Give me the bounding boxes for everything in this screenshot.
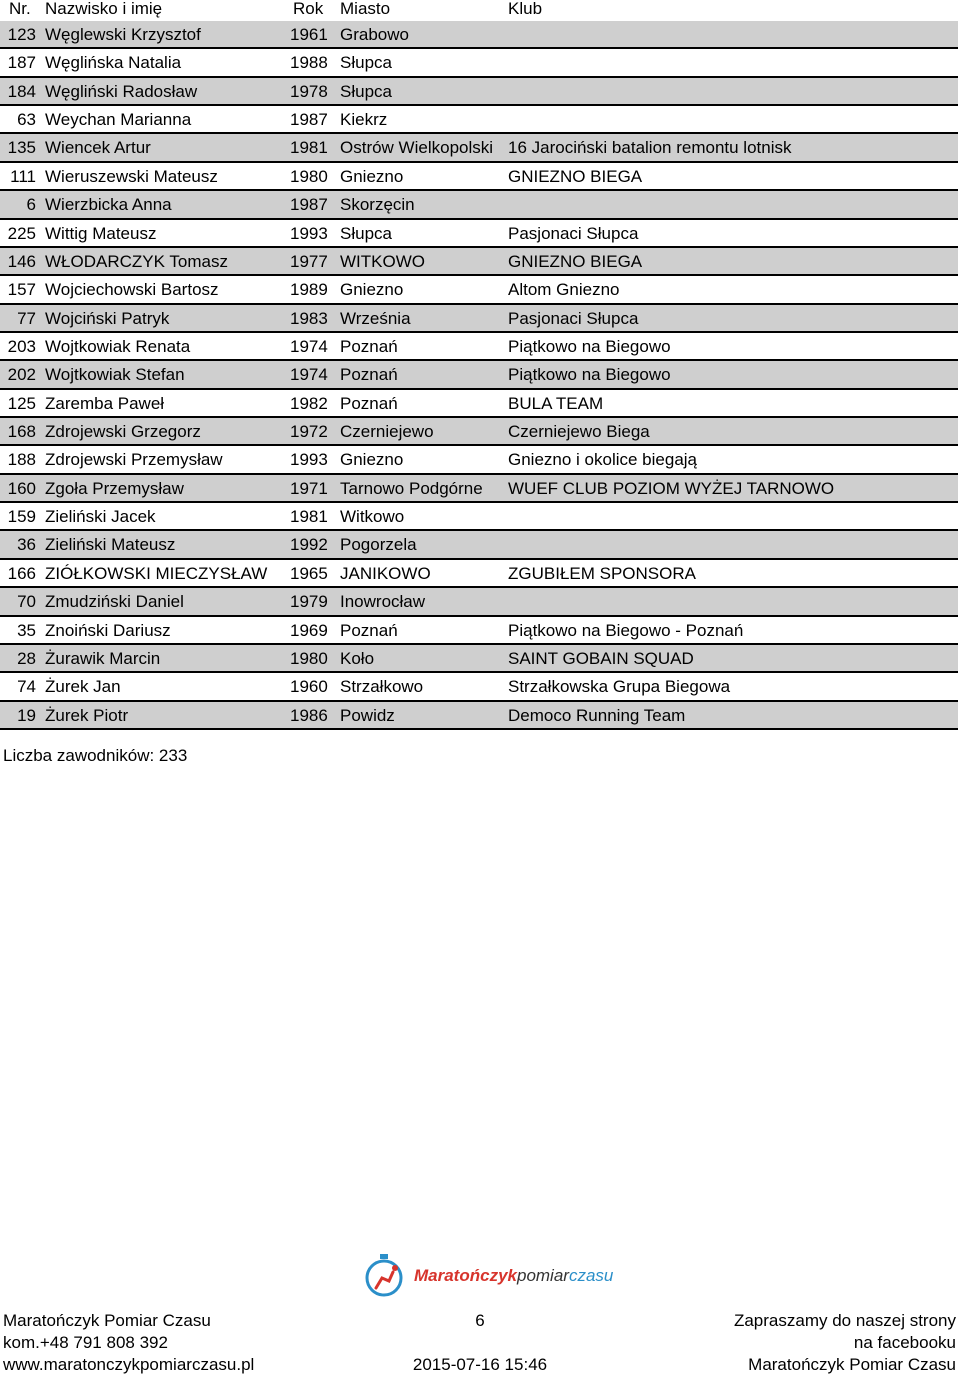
cell-club: Strzałkowska Grupa Biegowa	[508, 677, 731, 697]
cell-name: Zaremba Paweł	[45, 393, 165, 413]
footer-invite: Zapraszamy do naszej strony	[733, 1311, 956, 1330]
table-row	[0, 220, 958, 248]
cell-city: Gniezno	[340, 450, 404, 470]
cell-nr: 125	[7, 393, 36, 413]
cell-club: BULA TEAM	[508, 393, 604, 413]
cell-name: Wierzbicka Anna	[45, 195, 172, 215]
table-row	[0, 531, 958, 559]
cell-city: Koło	[340, 648, 375, 668]
header-rok: Rok	[293, 0, 324, 18]
table-row	[0, 702, 958, 730]
cell-name: Zmudziński Daniel	[45, 592, 184, 612]
cell-nr: 159	[7, 507, 36, 527]
cell-city: Powidz	[340, 705, 395, 725]
cell-nr: 202	[7, 365, 36, 385]
cell-nr: 166	[7, 563, 36, 583]
cell-club: Democo Running Team	[508, 705, 686, 725]
table-row	[0, 588, 958, 616]
cell-city: Gniezno	[340, 280, 404, 300]
cell-city: Witkowo	[340, 507, 405, 527]
cell-nr: 225	[7, 223, 36, 243]
table-header	[0, 0, 958, 23]
cell-city: Skorzęcin	[340, 195, 415, 215]
cell-club: Gniezno i okolice biegają	[508, 450, 698, 470]
footer-company-right: Maratończyk Pomiar Czasu	[748, 1355, 956, 1374]
cell-nr: 184	[7, 81, 36, 101]
cell-rok: 1980	[290, 648, 328, 668]
table-row	[0, 134, 958, 162]
header-club: Klub	[508, 0, 543, 18]
cell-club: GNIEZNO BIEGA	[508, 251, 643, 271]
cell-rok: 1979	[290, 592, 328, 612]
logo	[362, 1248, 612, 1300]
cell-nr: 135	[7, 138, 36, 158]
header-name: Nazwisko i imię	[45, 0, 163, 18]
table-row	[0, 617, 958, 645]
cell-club: Czerniejewo Biega	[508, 422, 650, 442]
cell-rok: 1974	[290, 365, 328, 385]
table-row	[0, 163, 958, 191]
cell-club: Pasjonaci Słupca	[508, 308, 639, 328]
cell-nr: 77	[17, 308, 36, 328]
cell-city: Ostrów Wielkopolski	[340, 138, 494, 158]
cell-name: Węgliński Radosław	[45, 81, 198, 101]
footer-phone: kom.+48 791 808 392	[3, 1333, 168, 1352]
cell-rok: 1986	[290, 705, 328, 725]
cell-city: Kiekrz	[340, 110, 388, 130]
cell-nr: 188	[7, 450, 36, 470]
stopwatch-runner-icon	[362, 1248, 414, 1300]
cell-rok: 1961	[290, 25, 328, 44]
cell-rok: 1993	[290, 450, 328, 470]
cell-name: Węglewski Krzysztof	[45, 25, 201, 44]
cell-nr: 74	[17, 677, 36, 697]
cell-rok: 1980	[290, 166, 328, 186]
table-row	[0, 106, 958, 134]
results-table	[0, 21, 958, 730]
cell-name: ZIÓŁKOWSKI MIECZYSŁAW	[45, 563, 268, 583]
cell-nr: 70	[17, 592, 36, 612]
cell-name: Wojtkowiak Renata	[45, 336, 191, 356]
cell-city: Poznań	[340, 336, 398, 356]
cell-name: Węglińska Natalia	[45, 53, 182, 73]
cell-name: WŁODARCZYK Tomasz	[45, 251, 228, 271]
footer-datetime: 2015-07-16 15:46	[412, 1355, 548, 1374]
cell-city: Inowrocław	[340, 592, 426, 612]
cell-rok: 1987	[290, 110, 328, 130]
table-row	[0, 673, 958, 701]
table-row	[0, 361, 958, 389]
cell-name: Wiencek Artur	[45, 138, 151, 158]
cell-club: Piątkowo na Biegowo	[508, 336, 671, 356]
cell-nr: 168	[7, 422, 36, 442]
cell-name: Wieruszewski Mateusz	[45, 166, 218, 186]
cell-city: Poznań	[340, 393, 398, 413]
cell-name: Zieliński Jacek	[45, 507, 156, 527]
cell-name: Wojtkowiak Stefan	[45, 365, 185, 385]
cell-city: Słupca	[340, 223, 392, 243]
cell-nr: 28	[17, 648, 36, 668]
footer-company: Maratończyk Pomiar Czasu	[3, 1311, 211, 1330]
cell-name: Wittig Mateusz	[45, 223, 157, 243]
cell-nr: 123	[7, 25, 36, 44]
cell-nr: 187	[7, 53, 36, 73]
cell-rok: 1981	[290, 138, 328, 158]
table-row	[0, 418, 958, 446]
cell-rok: 1969	[290, 620, 328, 640]
table-row	[0, 276, 958, 304]
cell-city: JANIKOWO	[340, 563, 431, 583]
cell-nr: 19	[17, 705, 36, 725]
cell-city: Poznań	[340, 365, 398, 385]
table-row	[0, 503, 958, 531]
page-number: 6	[475, 1311, 485, 1330]
table-row	[0, 49, 958, 77]
footer-website: www.maratonczykpomiarczasu.pl	[3, 1355, 255, 1374]
cell-name: Wojciński Patryk	[45, 308, 170, 328]
cell-rok: 1982	[290, 393, 328, 413]
cell-rok: 1972	[290, 422, 328, 442]
cell-nr: 111	[10, 166, 36, 186]
cell-rok: 1988	[290, 53, 328, 73]
logo-text: Maratończykpomiarczasu	[414, 1266, 614, 1285]
table-row	[0, 305, 958, 333]
cell-rok: 1993	[290, 223, 328, 243]
cell-nr: 160	[7, 478, 36, 498]
table-row	[0, 78, 958, 106]
cell-nr: 203	[7, 336, 36, 356]
cell-nr: 35	[17, 620, 36, 640]
cell-rok: 1978	[290, 81, 328, 101]
cell-name: Żurawik Marcin	[45, 648, 161, 668]
cell-city: Tarnowo Podgórne	[340, 478, 483, 498]
table-row	[0, 390, 958, 418]
cell-rok: 1965	[290, 563, 328, 583]
participant-count: Liczba zawodników: 233	[3, 746, 188, 765]
cell-city: Słupca	[340, 53, 392, 73]
cell-city: Września	[340, 308, 411, 328]
table-row	[0, 645, 958, 673]
cell-rok: 1987	[290, 195, 328, 215]
table-row	[0, 475, 958, 503]
table-row	[0, 21, 958, 49]
cell-club: WUEF CLUB POZIOM WYŻEJ TARNOWO	[508, 478, 835, 498]
cell-rok: 1989	[290, 280, 328, 300]
cell-rok: 1974	[290, 336, 328, 356]
cell-club: 16 Jarociński batalion remontu lotnisk	[508, 138, 792, 158]
cell-name: Zgoła Przemysław	[45, 478, 184, 498]
cell-city: Czerniejewo	[340, 422, 434, 442]
cell-name: Żurek Piotr	[45, 705, 129, 725]
cell-rok: 1977	[290, 251, 328, 271]
header-nr: Nr.	[9, 0, 31, 18]
cell-city: Poznań	[340, 620, 398, 640]
cell-name: Wojciechowski Bartosz	[45, 280, 219, 300]
cell-rok: 1971	[290, 478, 328, 498]
cell-city: WITKOWO	[340, 251, 425, 271]
table-row	[0, 446, 958, 474]
cell-rok: 1983	[290, 308, 328, 328]
footer-center	[430, 1310, 530, 1354]
cell-club: Piątkowo na Biegowo	[508, 365, 671, 385]
header-city: Miasto	[340, 0, 391, 18]
cell-club: SAINT GOBAIN SQUAD	[508, 648, 694, 668]
cell-nr: 36	[17, 535, 36, 555]
table-row	[0, 333, 958, 361]
cell-name: Znoiński Dariusz	[45, 620, 171, 640]
cell-name: Żurek Jan	[45, 677, 121, 697]
cell-club: Altom Gniezno	[508, 280, 620, 300]
cell-club: Piątkowo na Biegowo - Poznań	[508, 620, 744, 640]
cell-city: Pogorzela	[340, 535, 417, 555]
cell-nr: 63	[17, 110, 36, 130]
table-row	[0, 191, 958, 219]
cell-name: Weychan Marianna	[45, 110, 192, 130]
cell-city: Strzałkowo	[340, 677, 424, 697]
cell-club: ZGUBIŁEM SPONSORA	[508, 563, 696, 583]
cell-club: GNIEZNO BIEGA	[508, 166, 643, 186]
cell-city: Słupca	[340, 81, 392, 101]
footer-right	[734, 1310, 956, 1376]
cell-name: Zdrojewski Grzegorz	[45, 422, 201, 442]
footer-facebook: na facebooku	[853, 1333, 956, 1352]
cell-city: Gniezno	[340, 166, 404, 186]
cell-rok: 1981	[290, 507, 328, 527]
cell-city: Grabowo	[340, 25, 409, 44]
table-row	[0, 248, 958, 276]
cell-name: Zdrojewski Przemysław	[45, 450, 223, 470]
cell-club: Pasjonaci Słupca	[508, 223, 639, 243]
cell-rok: 1992	[290, 535, 328, 555]
cell-nr: 157	[7, 280, 36, 300]
cell-nr: 146	[7, 251, 36, 271]
cell-nr: 6	[26, 195, 36, 215]
table-row	[0, 560, 958, 588]
cell-rok: 1960	[290, 677, 328, 697]
footer-left	[3, 1310, 254, 1376]
cell-name: Zieliński Mateusz	[45, 535, 176, 555]
